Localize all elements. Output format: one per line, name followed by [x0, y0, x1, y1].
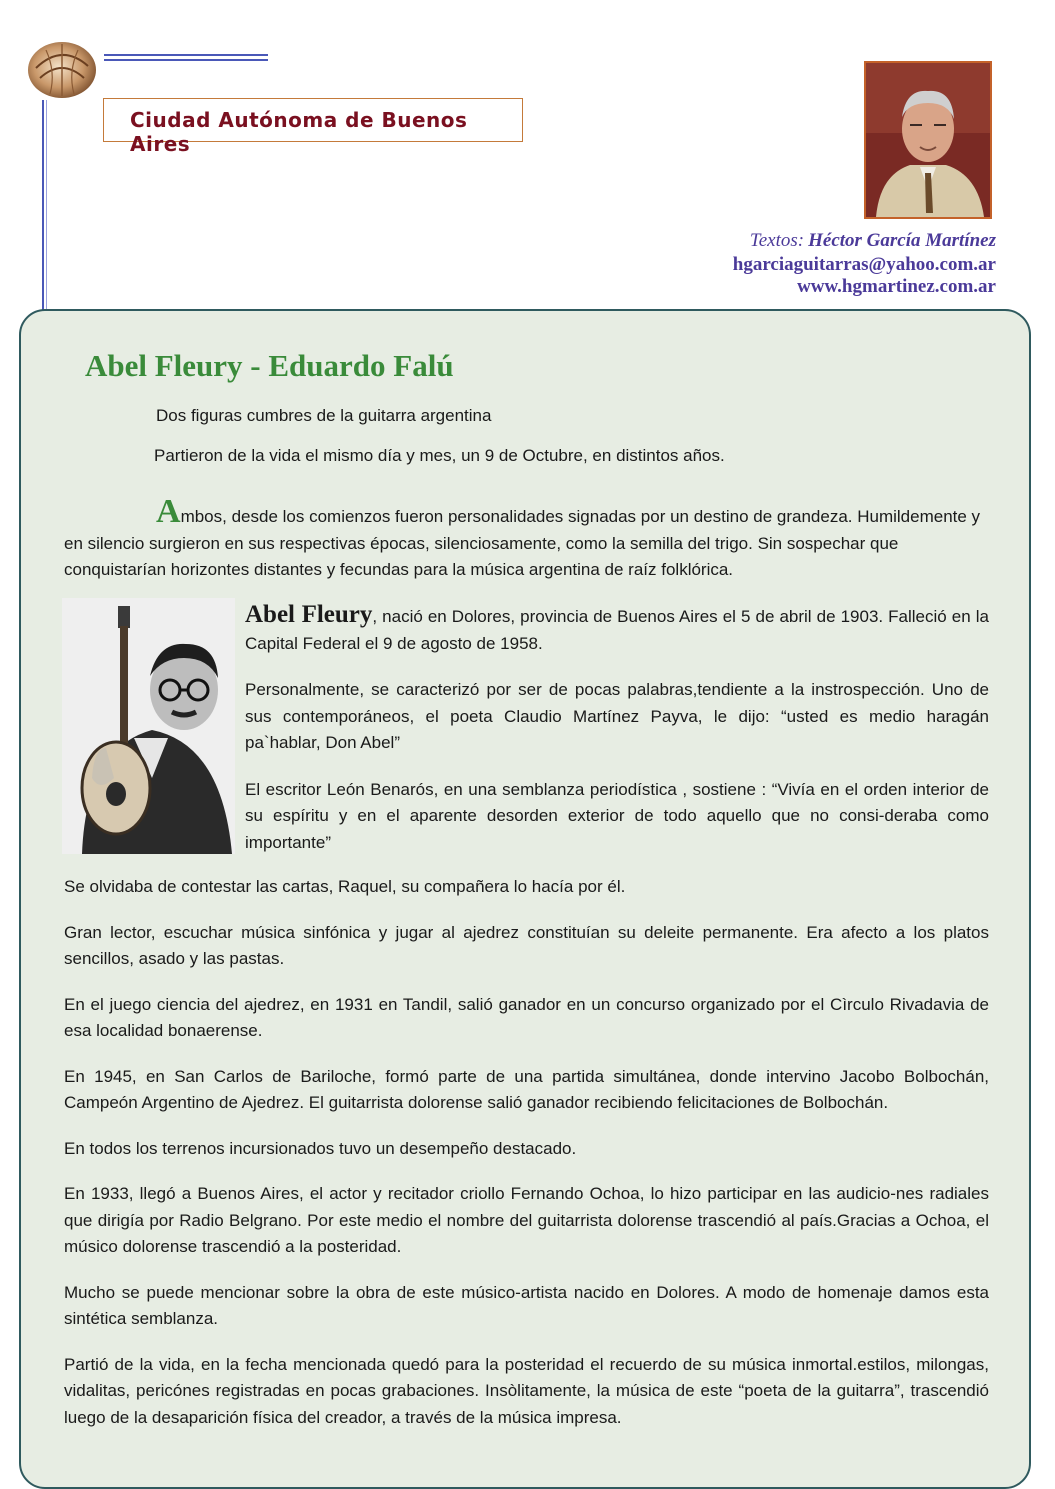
header-rule [104, 54, 268, 56]
body-paragraph: Mucho se puede mencionar sobre la obra de este músico-artista nacido en Dolores. A modo de homenaje damos esta sintética semblanza. [64, 1282, 989, 1328]
body-paragraph: En el juego ciencia del ajedrez, en 1931 en Tandil, salió ganador en un concurso organizado por el Cìrculo Rivadavia de esa localidad bonaerense. [64, 994, 989, 1040]
body-paragraph: En 1933, llegó a Buenos Aires, el actor y recitador criollo Fernando Ochoa, lo hizo participar en las audicio-nes radiales que dirigía por Radio Belgrano. Por este medio el nombre del guitarrista dolorense trascendió al país.Gracias a Ochoa, el músico dolorense trascendió a la posteridad. [64, 1184, 989, 1256]
author-portrait [864, 61, 992, 219]
shell-logo-icon [26, 38, 98, 100]
bio-name: Abel Fleury [245, 601, 373, 628]
drop-cap: A [156, 493, 181, 530]
article-subtitle-2: Partieron de la vida el mismo día y mes, un 9 de Octubre, en distintos años. [154, 446, 725, 465]
margin-rule [42, 100, 44, 314]
body-paragraph: En 1945, en San Carlos de Bariloche, formó parte de una partida simultánea, donde intervino Jacobo Bolbochán, Campeón Argentino de Ajedrez. El guitarrista dolorense salió ganador recibiendo felicitaciones de Bolbochán. [64, 1066, 989, 1112]
credits [733, 230, 996, 299]
bio-section [245, 602, 989, 876]
credits-label: Textos: [749, 230, 805, 251]
author-email: hgarciaguitarras@yahoo.com.ar [732, 253, 996, 275]
body-paragraph: En todos los terrenos incursionados tuvo un desempeño destacado. [64, 1138, 577, 1158]
author-website: www.hgmartinez.com.ar [797, 276, 996, 297]
header-rule [104, 59, 268, 61]
article-subtitle: Dos figuras cumbres de la guitarra argentina [156, 406, 492, 425]
intro-text: mbos, desde los comienzos fueron personalidades signadas por un destino de grandeza. Humildemente y en silencio surgieron en sus respectivas épocas, silenciosamente, como la semilla del trigo. Sin sospechar que conquistarían horizontes distantes y fecundas para la música argentina de raíz folklórica. [64, 507, 981, 579]
guitarist-photo [62, 598, 235, 854]
body-paragraph: Gran lector, escuchar música sinfónica y jugar al ajedrez constituían su deleite permanente. Era afecto a los platos sencillos, asado y las pastas. [64, 922, 989, 968]
bio-text: , nació en Dolores, provincia de Buenos Aires el 5 de abril de 1903. Falleció en la Capital Federal el 9 de agosto de 1958. [245, 607, 989, 653]
bio-paragraph [245, 602, 989, 657]
body-paragraph: Partió de la vida, en la fecha mencionada quedó para la posteridad el recuerdo de su música inmortal.estilos, milongas, vidalitas, pericónes registradas en pocas grabaciones. Insòlitamente, la música de este “poeta de la guitarra”, trascendió luego de la desaparición física del creador, a través de la música impresa. [64, 1354, 989, 1427]
location-box [103, 98, 523, 156]
bio-paragraph: Personalmente, se caracterizó por ser de pocas palabras,tendiente a la instrospección. Uno de sus contemporáneos, el poeta Claudio Martínez Payva, le dijo: “usted es medio haragán pa`hablar, Don Abel” [245, 680, 989, 752]
intro-paragraph [64, 493, 994, 584]
bio-paragraph: El escritor León Benarós, en una semblanza periodística , sostiene : “Vivía en el orden interior de su espíritu y en el aparente desorden exterior de todo aquello que no consi-deraba como importante” [245, 779, 989, 852]
article-title: Abel Fleury - Eduardo Falú [85, 348, 454, 383]
body-paragraph: Se olvidaba de contestar las cartas, Raquel, su compañera lo hacía por él. [64, 877, 626, 896]
location-label: Ciudad Autónoma de Buenos Aires [130, 108, 468, 156]
article-body [64, 874, 989, 1450]
margin-rule [46, 100, 47, 314]
author-name: Héctor García Martínez [808, 230, 996, 251]
